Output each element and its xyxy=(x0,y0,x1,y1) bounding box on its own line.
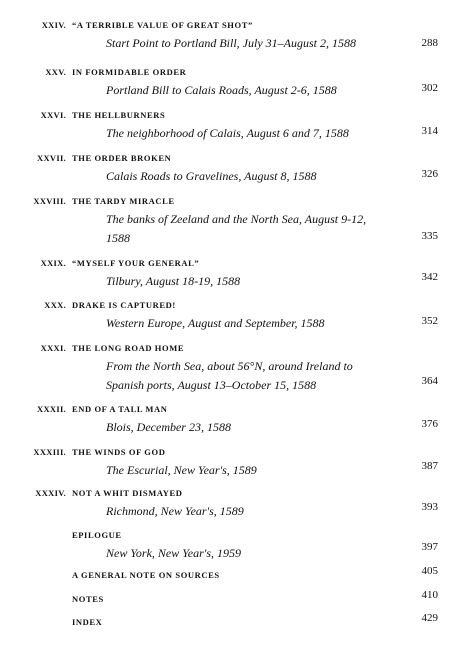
chapter-number: XXVII. xyxy=(37,153,66,163)
chapter-subtitle: Start Point to Portland Bill, July 31–August 2, 1588 xyxy=(106,36,356,50)
chapter-number: XXX. xyxy=(44,300,66,310)
chapter-number: XXXIV. xyxy=(35,488,66,498)
chapter-subtitle: From the North Sea, about 56°N, around Ireland to Spanish ports, August 13–October 15, 1588 xyxy=(106,359,353,392)
chapter-subtitle: Portland Bill to Calais Roads, August 2-6, 1588 xyxy=(106,83,337,97)
section-title: NOTES xyxy=(72,594,104,604)
chapter-number: XXXIII. xyxy=(33,447,66,457)
chapter-title: THE WINDS OF GOD xyxy=(72,447,166,457)
chapter-number: XXXII. xyxy=(37,404,66,414)
section-title: EPILOGUE xyxy=(72,530,122,540)
chapter-number: XXVI. xyxy=(40,110,66,120)
chapter-subtitle: Blois, December 23, 1588 xyxy=(106,420,231,434)
chapter-subtitle: The Escurial, New Year's, 1589 xyxy=(106,463,257,477)
page-number: 314 xyxy=(421,125,438,137)
page-number: 393 xyxy=(421,501,438,513)
chapter-subtitle: Tilbury, August 18-19, 1588 xyxy=(106,274,241,288)
chapter-number: XXXI. xyxy=(40,343,66,353)
page-number: 326 xyxy=(421,168,438,180)
page-number: 302 xyxy=(421,82,438,94)
chapter-subtitle: Calais Roads to Gravelines, August 8, 1588 xyxy=(106,169,317,183)
chapter-number: XXIX. xyxy=(40,258,66,268)
chapter-number: XXVIII. xyxy=(33,196,66,206)
page-number: 364 xyxy=(421,375,438,387)
chapter-title: THE ORDER BROKEN xyxy=(72,153,172,163)
page-number: 387 xyxy=(421,460,438,472)
chapter-title: IN FORMIDABLE ORDER xyxy=(72,67,187,77)
chapter-title: THE HELLBURNERS xyxy=(72,110,166,120)
chapter-title: END OF A TALL MAN xyxy=(72,404,168,414)
section-title: INDEX xyxy=(72,617,103,627)
chapter-subtitle: Richmond, New Year's, 1589 xyxy=(106,504,244,518)
chapter-subtitle: Western Europe, August and September, 1588 xyxy=(106,316,325,330)
page-number: 397 xyxy=(421,541,438,553)
page-number: 288 xyxy=(421,37,438,49)
chapter-title: DRAKE IS CAPTURED! xyxy=(72,300,176,310)
page-number: 335 xyxy=(421,230,438,242)
page-number: 429 xyxy=(421,612,438,624)
page-number: 410 xyxy=(421,589,438,601)
section-title: A GENERAL NOTE ON SOURCES xyxy=(72,570,220,580)
chapter-title: NOT A WHIT DISMAYED xyxy=(72,488,183,498)
page-number: 352 xyxy=(421,315,438,327)
section-subtitle: New York, New Year's, 1959 xyxy=(106,546,242,560)
chapter-subtitle: The neighborhood of Calais, August 6 and 7, 1588 xyxy=(106,126,349,140)
chapter-number: XXIV. xyxy=(41,20,66,30)
chapter-title: THE TARDY MIRACLE xyxy=(72,196,175,206)
chapter-subtitle: The banks of Zeeland and the North Sea, August 9-12, 1588 xyxy=(106,212,367,245)
chapter-number: XXV. xyxy=(45,67,66,77)
page-number: 342 xyxy=(421,271,438,283)
chapter-title: “A TERRIBLE VALUE OF GREAT SHOT” xyxy=(72,20,253,30)
chapter-title: THE LONG ROAD HOME xyxy=(72,343,185,353)
page-number: 376 xyxy=(421,418,438,430)
page-number: 405 xyxy=(421,565,438,577)
chapter-title: “MYSELF YOUR GENERAL” xyxy=(72,258,200,268)
